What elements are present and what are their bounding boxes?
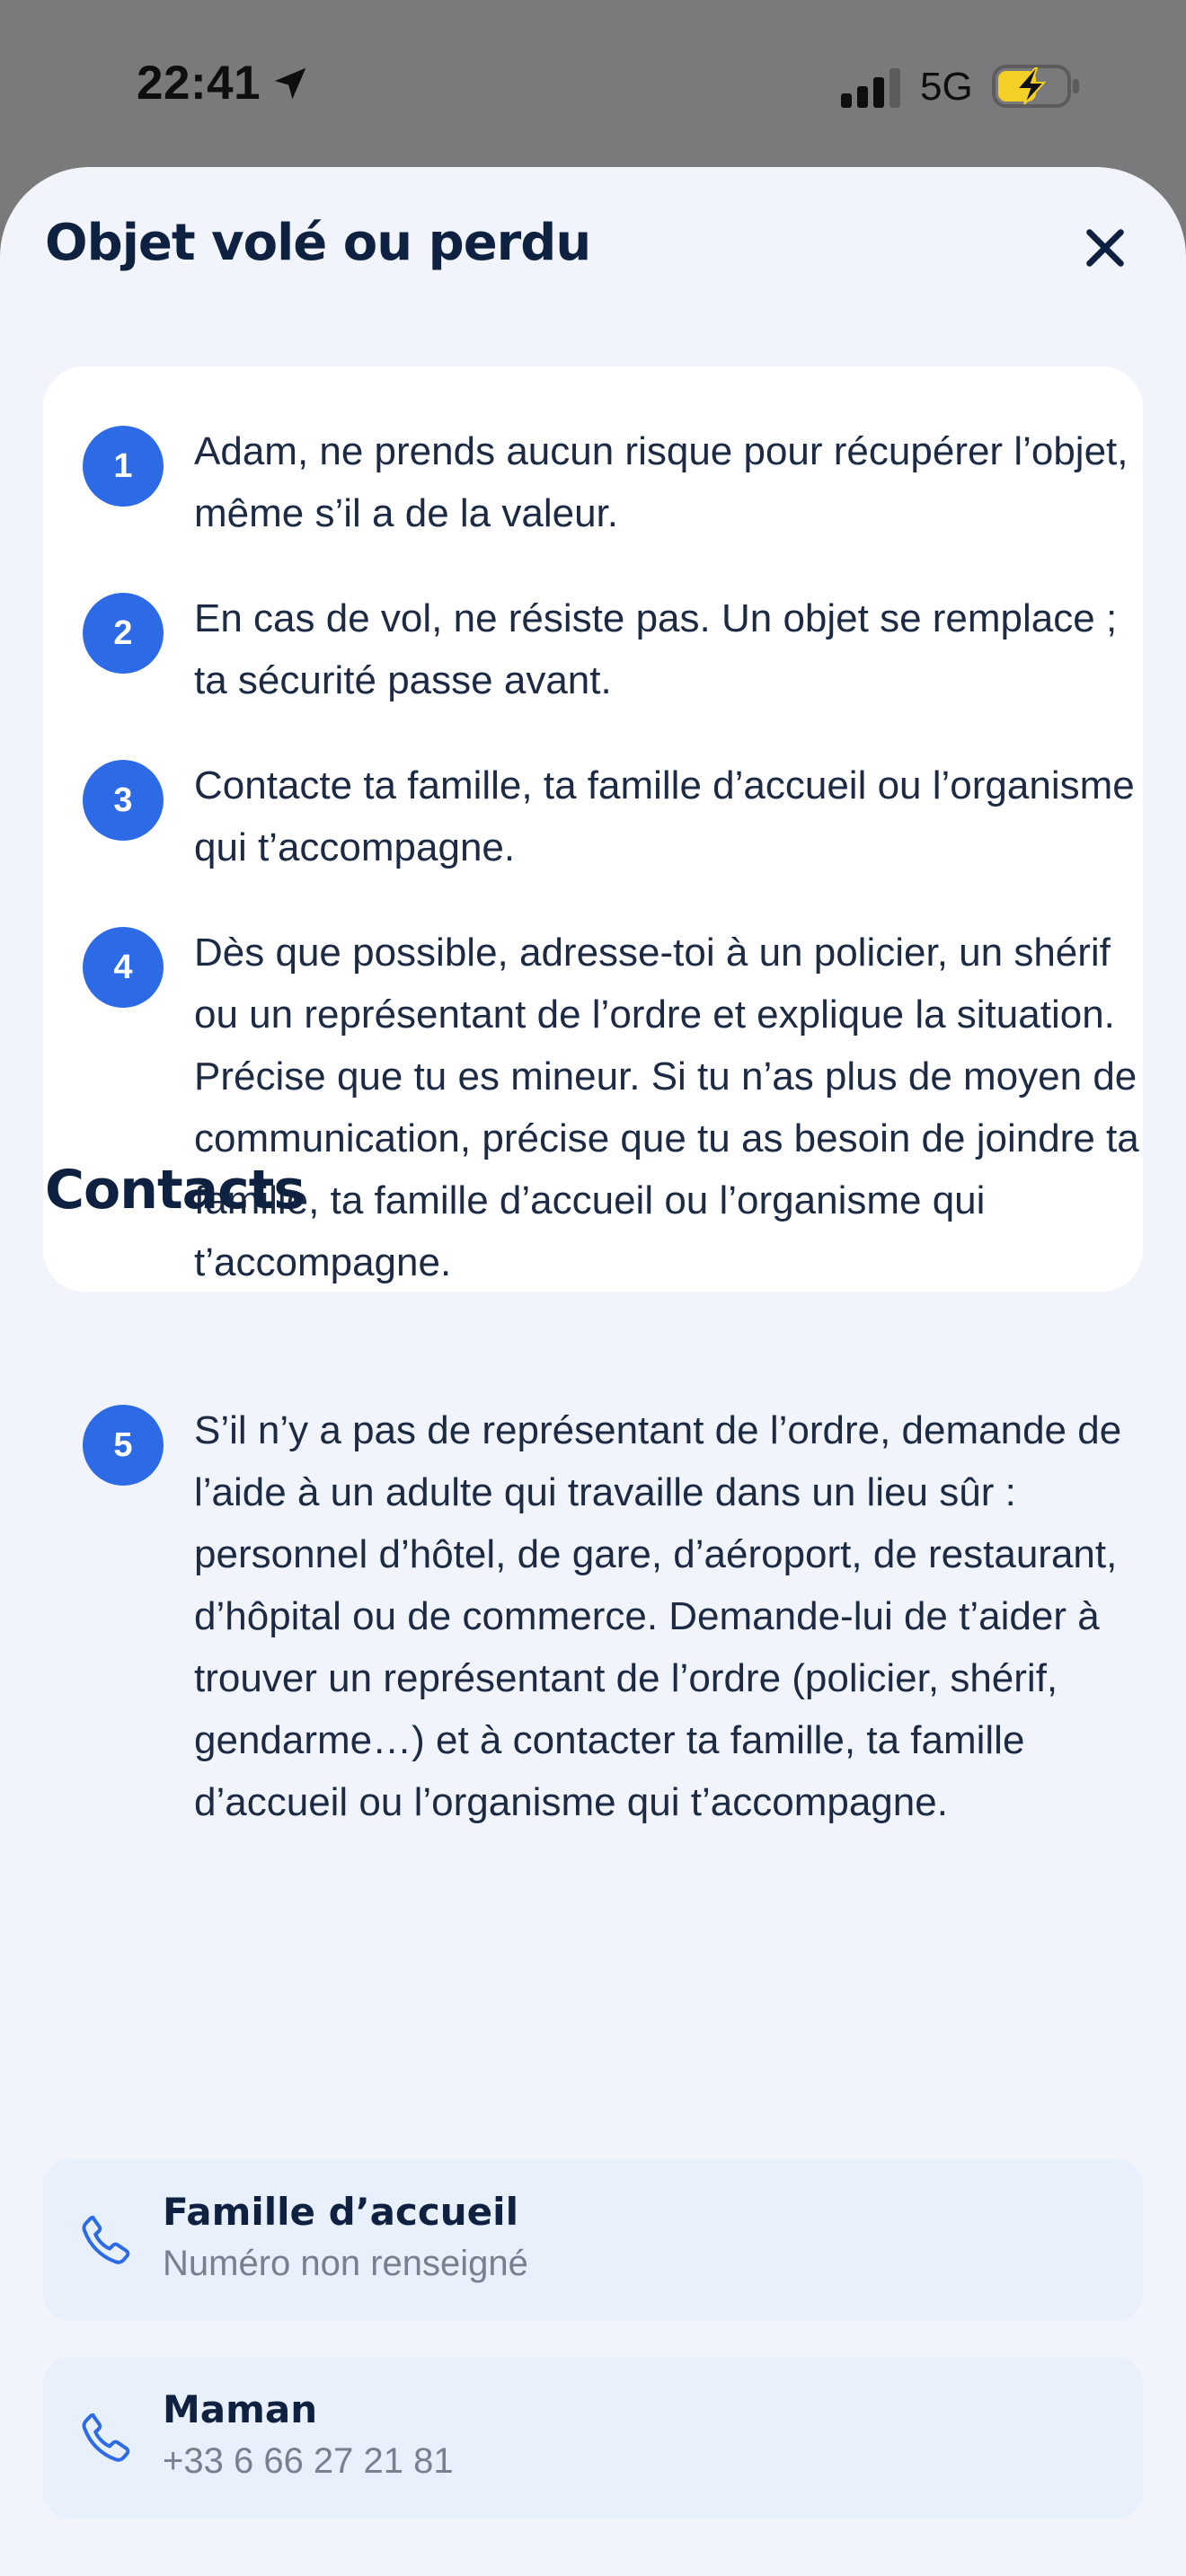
step-number-badge: 3	[83, 760, 164, 841]
page-title: Objet volé ou perdu	[45, 214, 591, 272]
contact-name: Famille d’accueil	[163, 2190, 518, 2234]
step-text: Contacte ta famille, ta famille d’accueil ou l’organisme qui t’accompagne.	[194, 763, 1135, 869]
step-text: Dès que possible, adresse-toi à un policier, un shérif ou un représentant de l’ordre et explique la situation. Précise que tu es mineur. Si tu n’as plus de moyen de communication, précise que tu as besoin de joindre ta famille, ta famille d’accueil ou l’organisme qui t’accompagne.	[194, 931, 1139, 1284]
signal-icon	[841, 68, 902, 108]
contact-phone-number: +33 6 66 27 21 81	[163, 2441, 454, 2481]
step-text: En cas de vol, ne résiste pas. Un objet se remplace ; ta sécurité passe avant.	[194, 596, 1118, 702]
contact-name: Maman	[163, 2387, 318, 2431]
close-icon	[1082, 225, 1128, 271]
step-number-badge: 2	[83, 593, 164, 674]
phone-icon	[77, 2409, 135, 2466]
contact-phone-number: Numéro non renseigné	[163, 2244, 528, 2283]
contacts-heading: Contacts	[45, 1159, 305, 1222]
contact-card-mom[interactable]	[43, 2357, 1143, 2519]
contact-card-foster-family[interactable]	[43, 2159, 1143, 2321]
step-text: S’il n’y a pas de représentant de l’ordre, demande de l’aide à un adulte qui travaille dans un lieu sûr : personnel d’hôtel, de gare, d’aéroport, de restaurant, d’hôpital ou de commerce. Demande-lui de t’aider à trouver un représentant de l’ordre (policier, shérif, gendarme…) et à contacter ta famille, ta famille d’accueil ou l’organisme qui t’accompagne.	[194, 1408, 1122, 1824]
steps-card	[43, 366, 1143, 1824]
status-time: 22:41	[137, 57, 261, 110]
phone-icon	[77, 2211, 135, 2269]
step-number-badge: 4	[83, 927, 164, 1008]
status-bar	[0, 0, 1186, 171]
battery-charging-icon	[992, 65, 1082, 108]
location-arrow-icon	[270, 63, 311, 104]
step-text: Adam, ne prends aucun risque pour récupérer l’objet, même s’il a de la valeur.	[194, 429, 1128, 535]
step-number-badge: 1	[83, 426, 164, 507]
network-type: 5G	[920, 65, 973, 109]
step-number-badge: 5	[83, 1405, 164, 1486]
bottom-sheet	[0, 167, 1186, 2576]
close-button[interactable]	[1071, 214, 1139, 282]
